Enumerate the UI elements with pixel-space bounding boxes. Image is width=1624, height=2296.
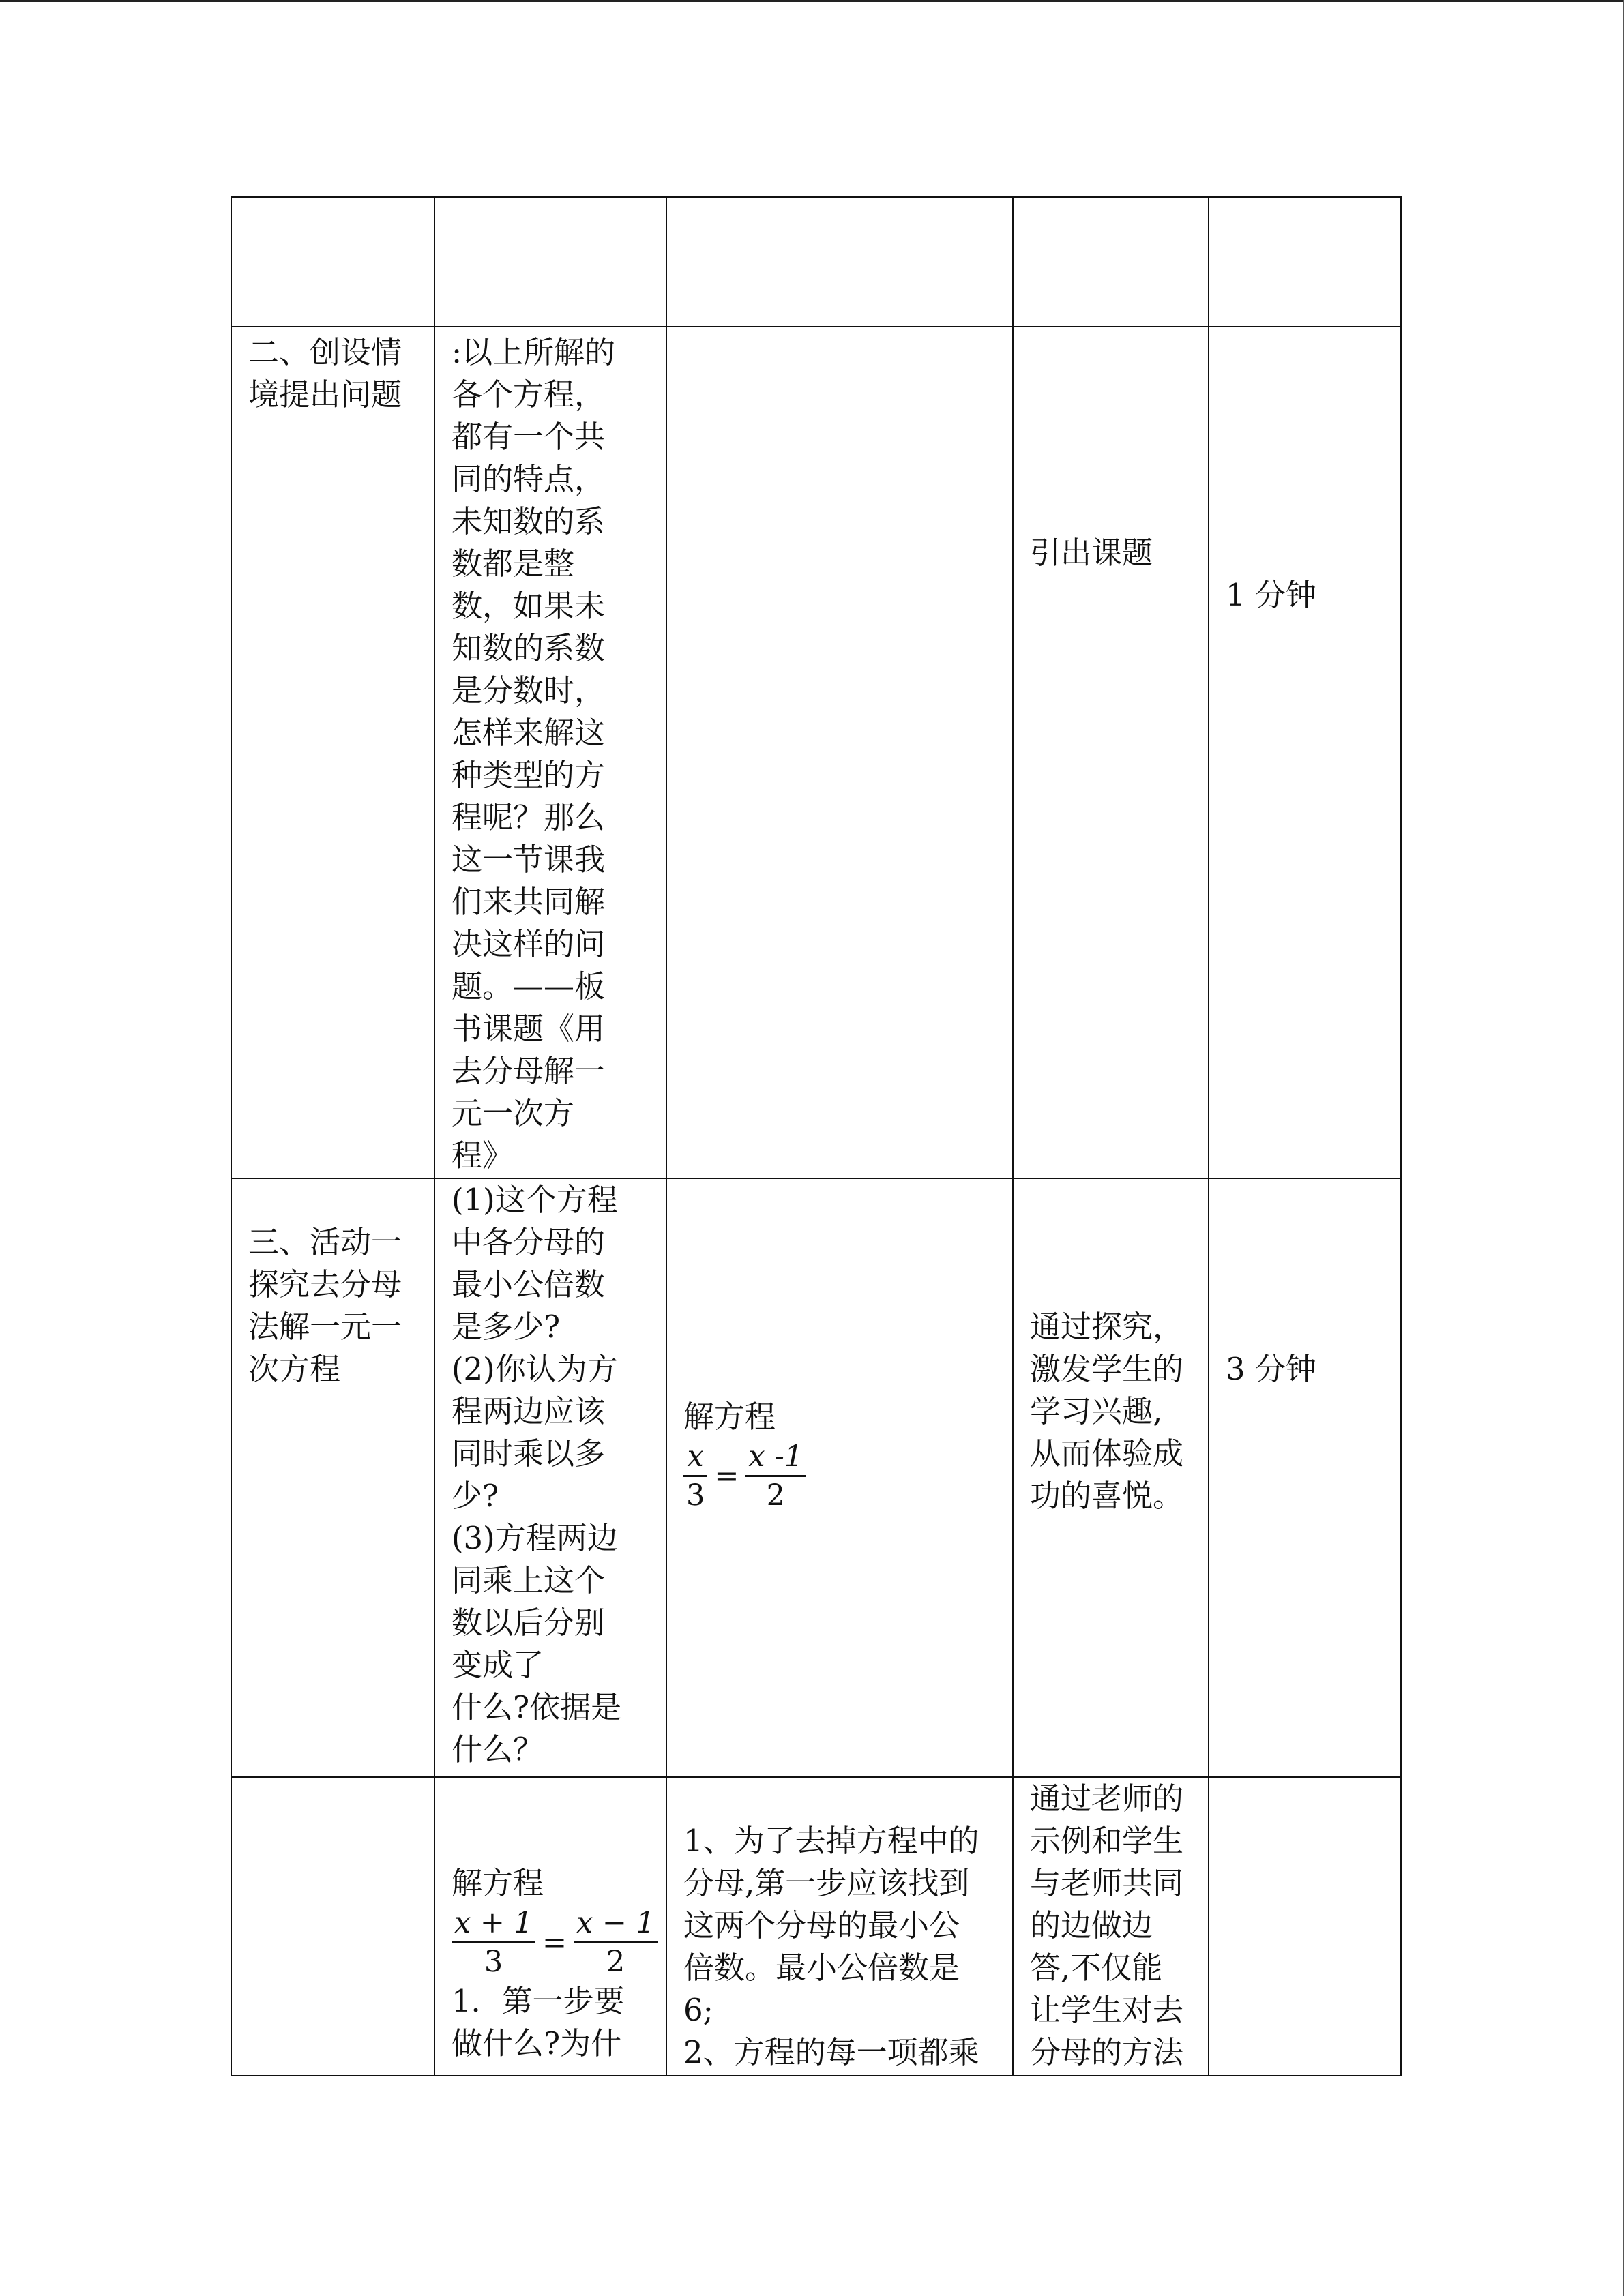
cell-text-line: 答,不仅能 [1030, 1950, 1163, 1986]
cell-text-line: 的边做边 [1030, 1907, 1153, 1943]
cell-text-line: 1 分钟 [1226, 577, 1316, 613]
cell-text-line: 倍数。最小公倍数是 [683, 1950, 960, 1986]
row0-intent-cell [1013, 197, 1209, 327]
cell-text-line: 种类型的方 [452, 757, 606, 793]
cell-text-line: 二、创设情 [248, 334, 402, 370]
row2-activity-cell [666, 1178, 1013, 1777]
cell-text-line: 什么?依据是 [452, 1689, 622, 1725]
row3-left-fraction: $\frac{x + 1}{3}$ [452, 1905, 535, 1980]
row0-content-cell [434, 197, 666, 327]
cell-text-line: 都有一个共 [452, 419, 606, 455]
cell-text-line: 什么？ [452, 1731, 544, 1768]
cell-text-line: 是多少? [452, 1309, 561, 1345]
table-row-0 [231, 197, 1401, 327]
cell-text-line: 境提出问题 [248, 376, 402, 413]
cell-text-line: 1．第一步要 [452, 1983, 625, 2019]
row3-stage-cell [231, 1777, 434, 2076]
row3-time-cell [1209, 1777, 1401, 2076]
row3-activity-cell [666, 1777, 1013, 2076]
cell-text-line: 示例和学生 [1030, 1823, 1184, 1859]
cell-text-line: 知数的系数 [452, 630, 606, 666]
cell-text-line: 数都是整 [452, 546, 575, 582]
row2-left-fraction: $\frac{x}{3}$ [683, 1438, 707, 1514]
cell-text-line: (1)这个方程 [452, 1182, 618, 1218]
cell-text-line: 程》 [452, 1137, 514, 1174]
row2-equation: $\frac{x}{3}$ = $\frac{x -1}{2}$ [683, 1438, 1004, 1514]
cell-text-line: 分母,第一步应该找到 [683, 1865, 970, 1901]
row3-equation-label: 解方程 [452, 1865, 544, 1901]
cell-text-line: 1、为了去掉方程中的 [683, 1823, 979, 1859]
cell-text-line: 去分母解一 [452, 1053, 606, 1089]
cell-text-line: 三、活动一 [248, 1224, 402, 1260]
row2-right-fraction: $\frac{x -1}{2}$ [745, 1438, 806, 1514]
cell-text-line: 变成了 [452, 1647, 544, 1683]
cell-text-line: 是分数时， [452, 672, 606, 709]
cell-text-line: 同乘上这个 [452, 1562, 606, 1598]
cell-text-line: (2)你认为方 [452, 1351, 618, 1387]
row1-content-cell [434, 327, 666, 1178]
cell-text-line: :以上所解的 [452, 334, 616, 370]
cell-text-line: 数，如果未 [452, 588, 606, 624]
table-row-2 [231, 1178, 1401, 1777]
row2-stage-cell [231, 1178, 434, 1777]
cell-text-line: (3)方程两边 [452, 1520, 618, 1556]
row2-time-cell [1209, 1178, 1401, 1777]
table-row-1 [231, 327, 1401, 1178]
cell-text-line: 程两边应该 [452, 1393, 606, 1429]
cell-text-line: 各个方程， [452, 376, 606, 413]
cell-text-line: 书课题《用 [452, 1011, 606, 1047]
cell-text-line: 学习兴趣, [1030, 1393, 1163, 1429]
cell-text-line: 引出课题 [1030, 535, 1153, 571]
cell-text-line: 同的特点， [452, 461, 606, 497]
cell-text-line: 3 分钟 [1226, 1351, 1316, 1387]
cell-text-line: 次方程 [248, 1351, 341, 1387]
cell-text-line: 通过探究， [1030, 1309, 1184, 1345]
row3-right-fraction: $\frac{x - 1}{2}$ [574, 1905, 658, 1980]
cell-text-line: 让学生对去 [1030, 1992, 1184, 2028]
cell-text-line: 功的喜悦。 [1030, 1478, 1184, 1514]
row2-equation-label: 解方程 [683, 1399, 776, 1435]
cell-text-line: 少? [452, 1478, 499, 1514]
cell-text-line: 程呢？那么 [452, 799, 606, 835]
cell-text-line: 这一节课我 [452, 841, 606, 878]
cell-text-line: 2、方程的每一项都乘 [683, 2034, 979, 2070]
cell-text-line: 中各分母的 [452, 1224, 606, 1260]
row1-activity-cell [666, 327, 1013, 1178]
cell-text-line: 题。——板 [452, 968, 606, 1004]
cell-text-line: 最小公倍数 [452, 1266, 606, 1302]
row2-content-cell [434, 1178, 666, 1777]
cell-text-line: 从而体验成 [1030, 1435, 1184, 1472]
cell-text-line: 分母的方法 [1030, 2034, 1184, 2070]
cell-text-line: 怎样来解这 [452, 715, 606, 751]
cell-text-line: 同时乘以多 [452, 1435, 606, 1472]
row1-stage-cell [231, 327, 434, 1178]
row3-content-cell [434, 1777, 666, 2076]
cell-text-line: 6; [683, 1992, 713, 2028]
cell-text-line: 数以后分别 [452, 1605, 606, 1641]
cell-text-line: 这两个分母的最小公 [683, 1907, 960, 1943]
row0-time-cell [1209, 197, 1401, 327]
row1-time-cell [1209, 327, 1401, 1178]
cell-text-line: 与老师共同 [1030, 1865, 1184, 1901]
row1-intent-cell [1013, 327, 1209, 1178]
cell-text-line: 们来共同解 [452, 884, 606, 920]
cell-text-line: 探究去分母 [248, 1266, 402, 1302]
row2-intent-cell [1013, 1178, 1209, 1777]
table-row-3 [231, 1777, 1401, 2076]
row3-intent-cell [1013, 1777, 1209, 2076]
cell-text-line: 法解一元一 [248, 1309, 402, 1345]
cell-text-line: 元一次方 [452, 1095, 575, 1131]
row0-stage-cell [231, 197, 434, 327]
cell-text-line: 通过老师的 [1030, 1780, 1184, 1817]
cell-text-line: 决这样的问 [452, 926, 606, 962]
page-top-border [0, 0, 1624, 2]
cell-text-line: 做什么?为什 [452, 2025, 622, 2061]
row0-activity-cell [666, 197, 1013, 327]
lesson-plan-table [231, 196, 1402, 2076]
row3-equation: $\frac{x + 1}{3}$ = $\frac{x - 1}{2}$ [452, 1905, 658, 1980]
cell-text-line: 未知数的系 [452, 503, 606, 539]
cell-text-line: 激发学生的 [1030, 1351, 1184, 1387]
